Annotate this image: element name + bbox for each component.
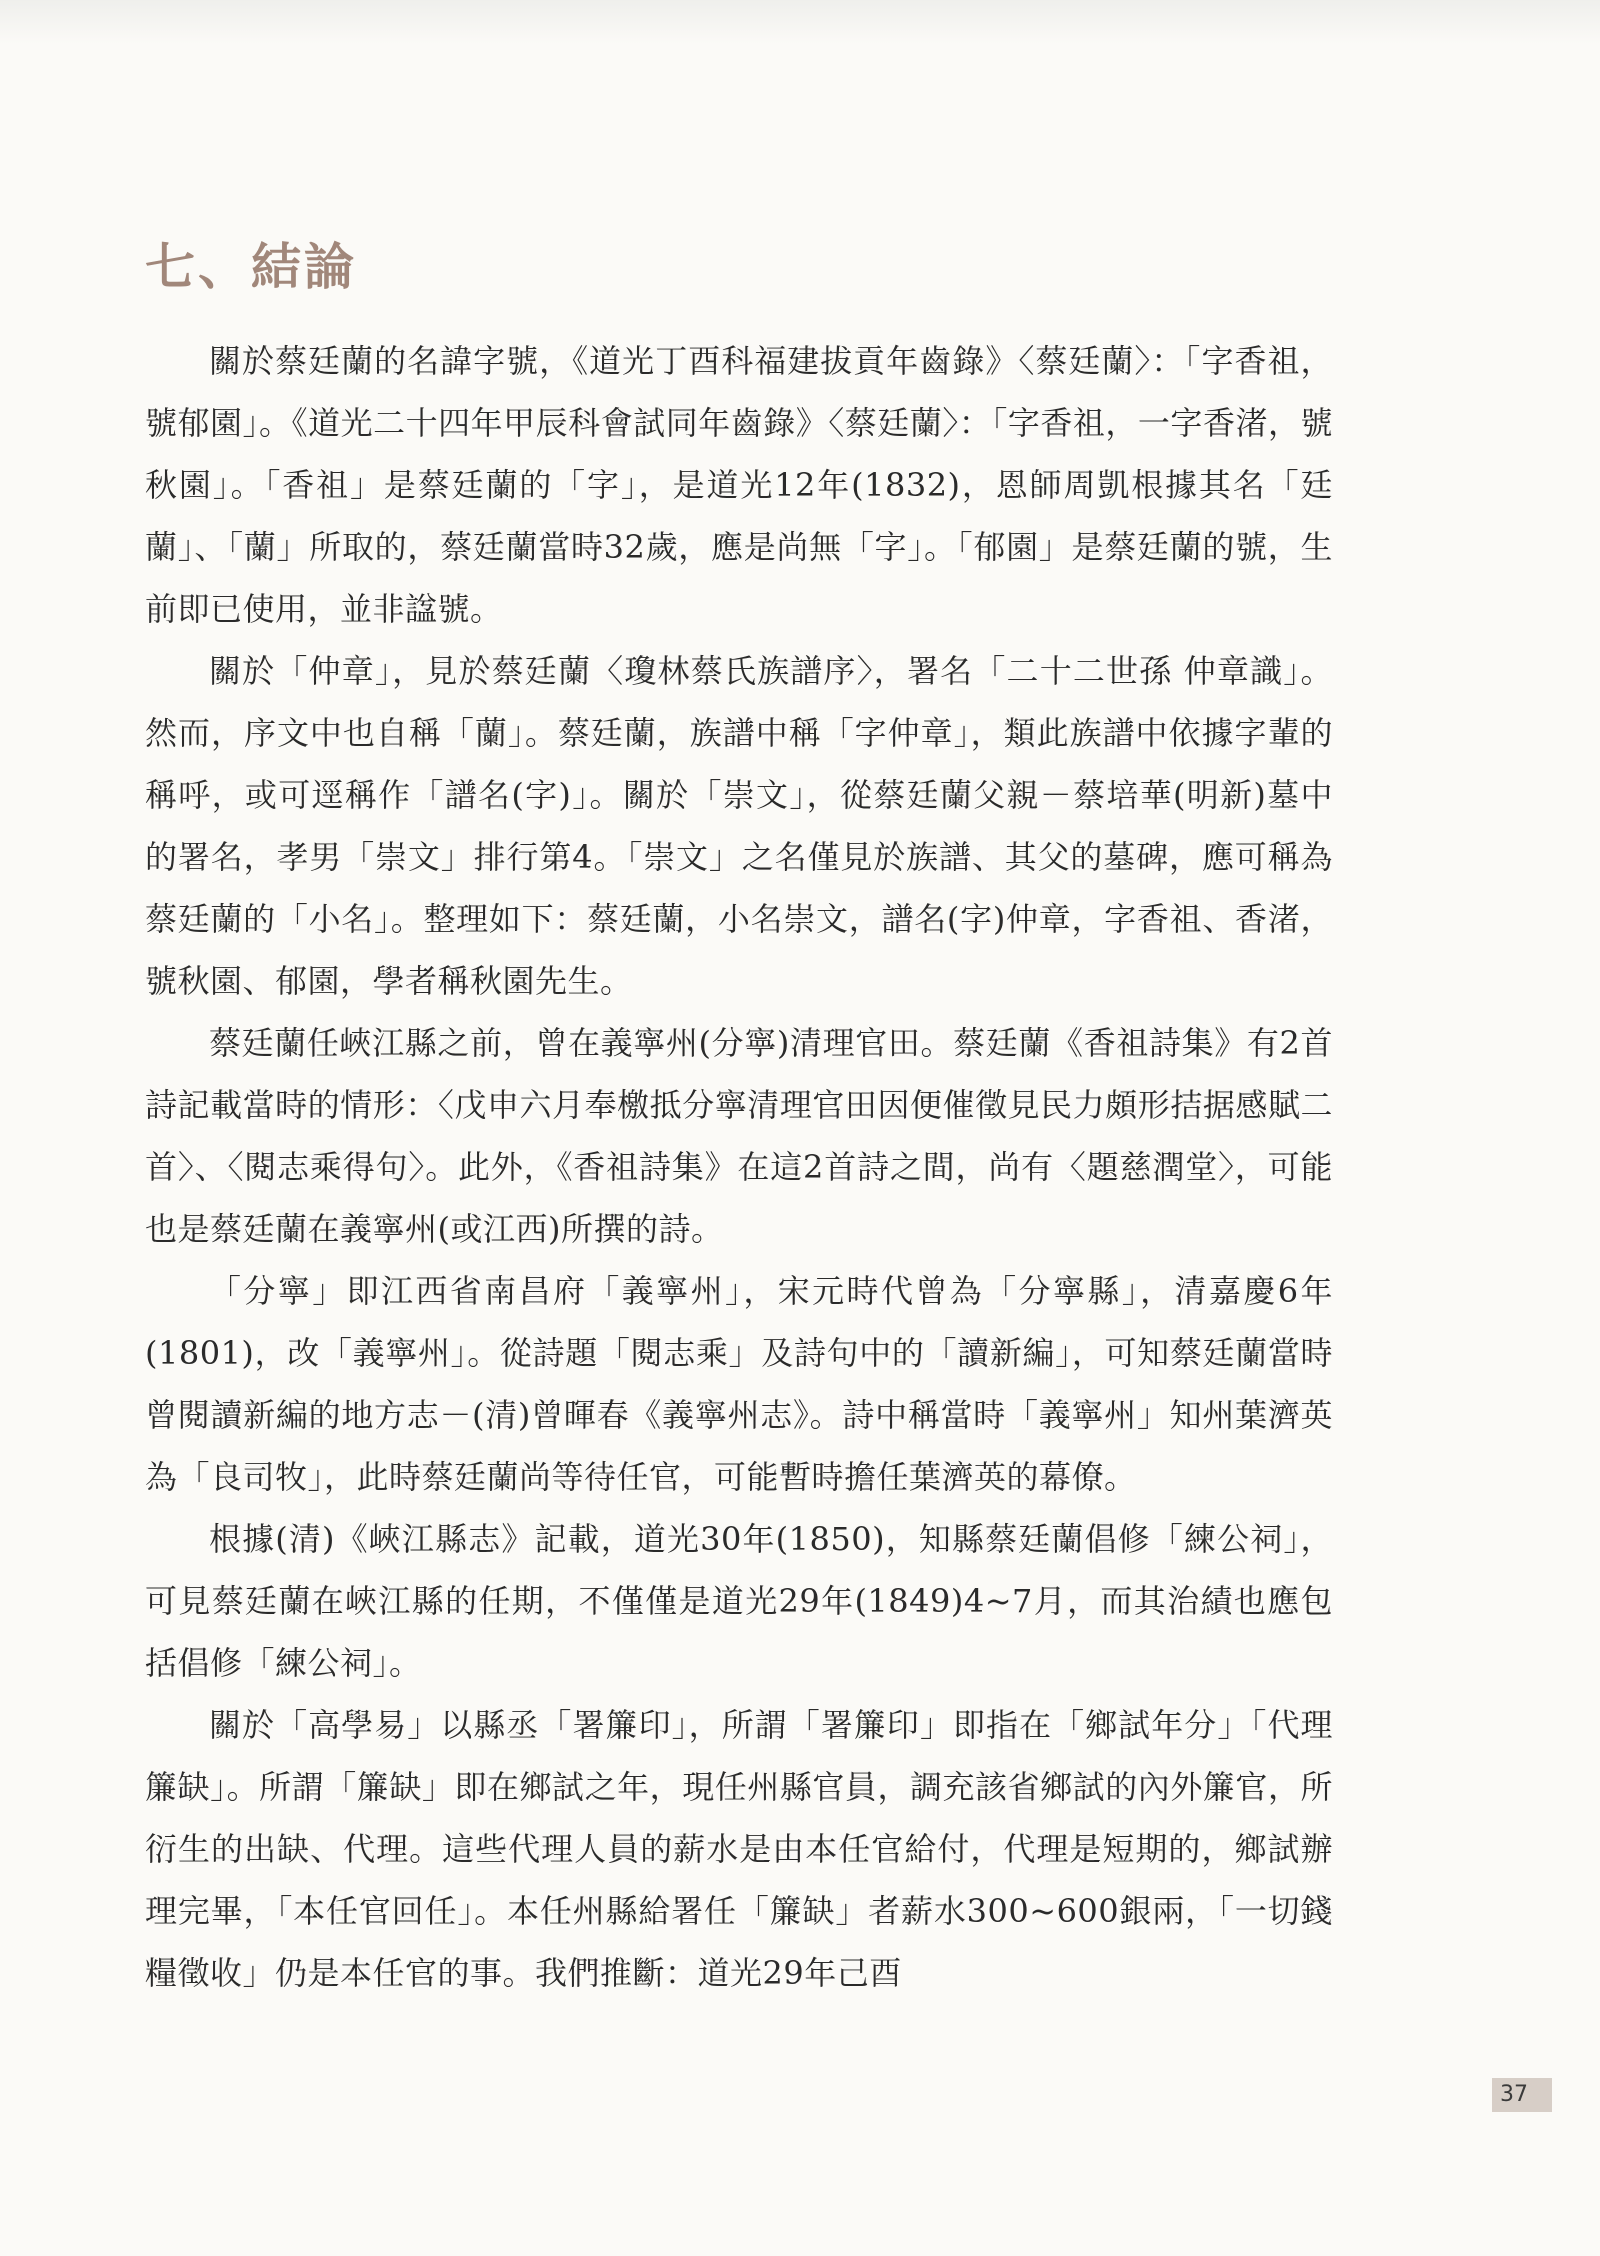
body-text bbox=[145, 330, 1333, 2004]
page-number: 37 bbox=[1492, 2078, 1552, 2112]
paragraph-lianque: 關於「高學易」以縣丞「署簾印」，所謂「署簾印」即指在「鄉試年分」「代理簾缺」。所謂「簾缺」即在鄉試之年，現任州縣官員，調充該省鄉試的內外簾官，所衍生的出缺、代理。這些代理人員的薪水是由本任官給付，代理是短期的，鄉試辦理完畢，「本任官回任」。本任州縣給署任「簾缺」者薪水300~600銀兩，「一切錢糧徵收」仍是本任官的事。我們推斷：道光29年己酉 bbox=[145, 1706, 1333, 1992]
paragraph-fenning: 「分寧」即江西省南昌府「義寧州」，宋元時代曾為「分寧縣」，清嘉慶6年(1801)，改「義寧州」。從詩題「閱志乘」及詩句中的「讀新編」，可知蔡廷蘭當時曾閱讀新編的地方志－(清)曾暉春《義寧州志》。詩中稱當時「義寧州」知州葉濟英為「良司牧」，此時蔡廷蘭尚等待任官，可能暫時擔任葉濟英的幕僚。 bbox=[145, 1272, 1333, 1496]
paragraph-zhongzhang: 關於「仲章」，見於蔡廷蘭〈瓊林蔡氏族譜序〉，署名「二十二世孫 仲章識」。然而，序文中也自稱「蘭」。蔡廷蘭，族譜中稱「字仲章」，類此族譜中依據字輩的稱呼，或可逕稱作「譜名(字)」。關於「崇文」，從蔡廷蘭父親－蔡培華(明新)墓中的署名，孝男「崇文」排行第4。「崇文」之名僅見於族譜、其父的墓碑，應可稱為蔡廷蘭的「小名」。整理如下：蔡廷蘭，小名崇文，譜名(字)仲章，字香祖、香渚，號秋園、郁園，學者稱秋園先生。 bbox=[145, 652, 1333, 1000]
page-top-shadow bbox=[0, 0, 1600, 44]
paragraph-name-and-style: 關於蔡廷蘭的名諱字號，《道光丁酉科福建拔貢年齒錄》〈蔡廷蘭〉：「字香祖，號郁園」。《道光二十四年甲辰科會試同年齒錄》〈蔡廷蘭〉：「字香祖，一字香渚，號秋園」。「香祖」是蔡廷蘭的「字」，是道光12年(1832)，恩師周凱根據其名「廷蘭」、「蘭」所取的，蔡廷蘭當時32歲，應是尚無「字」。「郁園」是蔡廷蘭的號，生前即已使用，並非諡號。 bbox=[145, 342, 1333, 628]
paragraph-xiajiang-county: 根據(清)《峽江縣志》記載，道光30年(1850)，知縣蔡廷蘭倡修「練公祠」，可見蔡廷蘭在峽江縣的任期，不僅僅是道光29年(1849)4~7月，而其治績也應包括倡修「練公祠」。 bbox=[145, 1520, 1333, 1682]
section-heading: 七、結論 bbox=[145, 238, 357, 296]
paragraph-yining-officialland: 蔡廷蘭任峽江縣之前，曾在義寧州(分寧)清理官田。蔡廷蘭《香祖詩集》有2首詩記載當時的情形：〈戊申六月奉檄抵分寧清理官田因便催徵見民力頗形拮据感賦二首〉、〈閱志乘得句〉。此外，《香祖詩集》在這2首詩之間，尚有〈題慈潤堂〉，可能也是蔡廷蘭在義寧州(或江西)所撰的詩。 bbox=[145, 1024, 1333, 1248]
